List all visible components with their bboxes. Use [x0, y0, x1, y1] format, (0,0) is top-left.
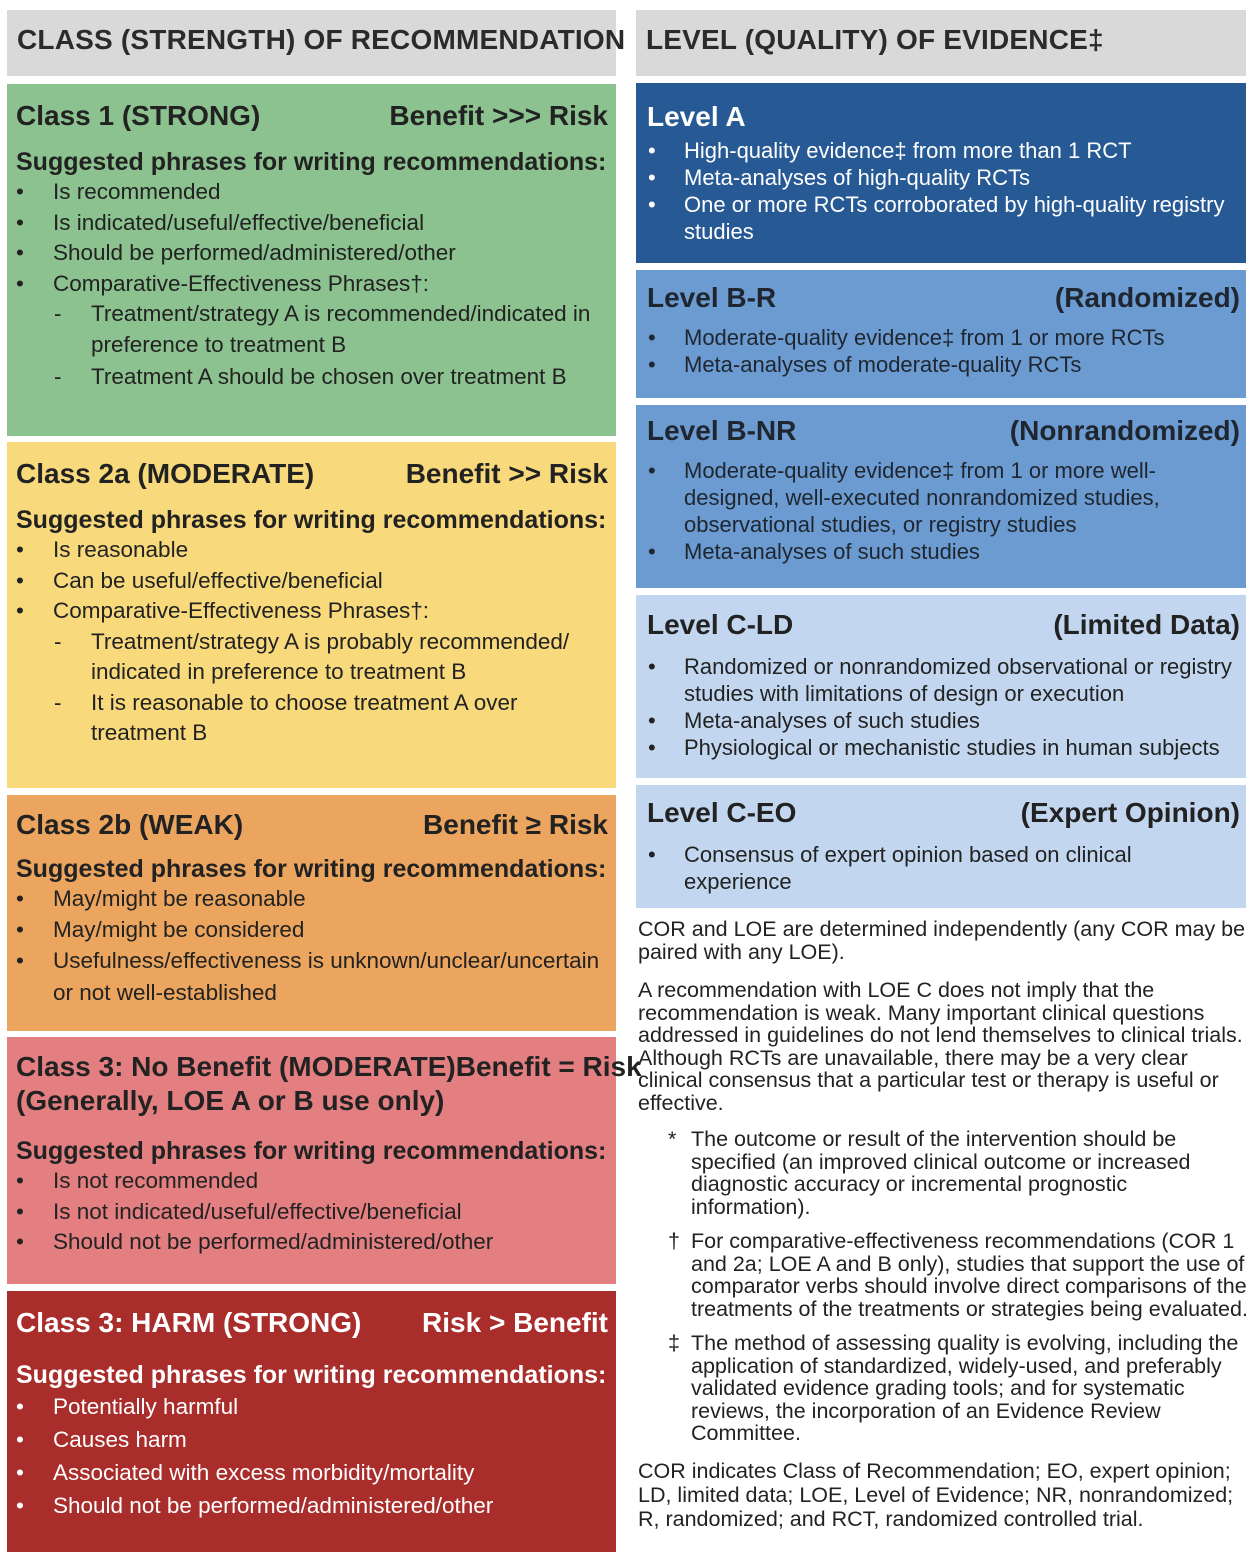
- list-item: • Meta-analyses of high-quality RCTs: [636, 164, 1246, 191]
- class-2a-title: Class 2a (MODERATE): [16, 458, 315, 489]
- class-1-list: [7, 177, 616, 393]
- list-item: - Treatment/strategy A is recommended/indicated in preference to treatment B: [7, 299, 616, 360]
- footnote-text: For comparative-effectiveness recommendations (COR 1 and 2a; LOE A and B only), studies that support the use of comparator verbs should involve direct comparisons of the treatments of the treatments or strategies being evaluated.: [691, 1229, 1248, 1321]
- level-b-nr-title: Level B-NR: [647, 415, 797, 446]
- level-b-r-list: [636, 324, 1246, 378]
- level-a-box: [636, 83, 1246, 263]
- level-b-r-title: Level B-R: [647, 282, 777, 313]
- cor-header: CLASS (STRENGTH) OF RECOMMENDATION: [7, 10, 616, 76]
- class-2a-subtitle: Suggested phrases for writing recommendations:: [16, 506, 607, 534]
- list-item: • Potentially harmful: [7, 1390, 616, 1423]
- level-of-evidence-column: [636, 10, 1246, 1552]
- class-3-no-benefit-list: [7, 1166, 616, 1258]
- notes: [638, 908, 1250, 1531]
- class-3-harm-title: Class 3: HARM (STRONG): [16, 1307, 362, 1338]
- level-c-ld-title: Level C-LD: [647, 609, 794, 640]
- level-b-r-title-row: [636, 270, 1246, 314]
- level-a-title: Level A: [647, 101, 746, 132]
- divider: [636, 588, 1246, 595]
- list-item: • Should not be performed/administered/other: [7, 1489, 616, 1522]
- list-item: • May/might be reasonable: [7, 884, 616, 915]
- class-1-subtitle: Suggested phrases for writing recommendations:: [16, 148, 607, 176]
- list-item: • Should not be performed/administered/other: [7, 1227, 616, 1258]
- footnote-symbol: ‡: [668, 1331, 680, 1355]
- class-2a-box: [7, 442, 616, 788]
- footnote: [638, 1332, 1250, 1445]
- level-c-eo-title-row: [636, 785, 1246, 829]
- level-c-eo-title: Level C-EO: [647, 797, 797, 828]
- note-paragraph: COR indicates Class of Recommendation; EO, expert opinion; LD, limited data; LOE, Level of Evidence; NR, nonrandomized; R, randomized; and RCT, randomized controlled trial.: [638, 1458, 1234, 1531]
- list-item: • Meta-analyses of such studies: [636, 538, 1246, 565]
- list-item: • Associated with excess morbidity/mortality: [7, 1456, 616, 1489]
- class-of-recommendation-column: [7, 10, 642, 1552]
- level-a-title-row: [636, 83, 1246, 133]
- level-c-eo-box: [636, 785, 1246, 908]
- level-c-eo-tag: (Expert Opinion): [1020, 797, 1240, 828]
- class-2b-title: Class 2b (WEAK): [16, 809, 244, 840]
- list-item: • Meta-analyses of moderate-quality RCTs: [636, 351, 1246, 378]
- list-item: • Randomized or nonrandomized observational or registry studies with limitations of design or execution: [636, 653, 1246, 707]
- list-item: • Should be performed/administered/other: [7, 238, 616, 269]
- list-item: • May/might be considered: [7, 915, 616, 946]
- level-c-ld-tag: (Limited Data): [1053, 609, 1240, 640]
- divider: [636, 778, 1246, 785]
- footnote-text: The outcome or result of the intervention should be specified (an improved clinical outcome or increased diagnostic accuracy or incremental prognostic information).: [691, 1127, 1191, 1219]
- level-b-nr-list: [636, 457, 1246, 565]
- level-c-ld-box: [636, 595, 1246, 778]
- class-2b-title-row: [7, 795, 616, 841]
- footnote-symbol: *: [668, 1127, 677, 1151]
- level-b-nr-tag: (Nonrandomized): [1009, 415, 1240, 446]
- list-item: • Moderate-quality evidence‡ from 1 or more RCTs: [636, 324, 1246, 351]
- list-item: - Treatment A should be chosen over treatment B: [7, 362, 616, 393]
- class-3-harm-box: [7, 1291, 616, 1552]
- class-1-title-row: [7, 84, 616, 132]
- class-1-title: Class 1 (STRONG): [16, 100, 261, 131]
- footnote: [638, 1230, 1250, 1320]
- list-item: • Consensus of expert opinion based on clinical experience: [636, 841, 1246, 895]
- list-item: • Is recommended: [7, 177, 616, 208]
- class-3-no-benefit-box: [7, 1037, 642, 1284]
- class-3-harm-subtitle: Suggested phrases for writing recommendations:: [16, 1361, 607, 1389]
- footnote-symbol: †: [668, 1229, 680, 1253]
- class-2b-subtitle: Suggested phrases for writing recommendations:: [16, 855, 607, 883]
- level-c-ld-list: [636, 653, 1246, 761]
- level-a-list: [636, 137, 1246, 245]
- list-item: • Is reasonable: [7, 535, 616, 566]
- note-paragraph: A recommendation with LOE C does not imply that the recommendation is weak. Many important clinical questions addressed in guidelines do not lend themselves to clinical trials. Although RCTs are unavailable, there may be a very clear clinical consensus that a particular test or therapy is useful or effective.: [638, 978, 1243, 1115]
- list-item: • Is indicated/useful/effective/beneficial: [7, 208, 616, 239]
- list-item: • Comparative-Effectiveness Phrases†:: [7, 596, 616, 627]
- class-3-no-benefit-title-2: (Generally, LOE A or B use only): [16, 1085, 445, 1116]
- list-item: • One or more RCTs corroborated by high-quality registry studies: [636, 191, 1246, 245]
- footnote: [638, 1128, 1250, 1218]
- class-3-no-benefit-ratio: Benefit = Risk: [455, 1051, 642, 1082]
- class-3-no-benefit-subtitle: Suggested phrases for writing recommendations:: [16, 1137, 607, 1165]
- list-item: • Is not recommended: [7, 1166, 616, 1197]
- list-item: • Physiological or mechanistic studies in human subjects: [636, 734, 1246, 761]
- class-2a-ratio: Benefit >> Risk: [405, 458, 608, 489]
- list-item: • Causes harm: [7, 1423, 616, 1456]
- list-item: • Comparative-Effectiveness Phrases†:: [7, 269, 616, 300]
- list-item: • Usefulness/effectiveness is unknown/unclear/uncertain or not well-established: [7, 945, 616, 1009]
- footnote-text: The method of assessing quality is evolving, including the application of standardized, widely-used, and preferably validated evidence grading tools; and for systematic reviews, the incorporation of an Evidence Review Committee.: [691, 1331, 1239, 1445]
- list-item: • Is not indicated/useful/effective/beneficial: [7, 1197, 616, 1228]
- list-item: • High-quality evidence‡ from more than 1 RCT: [636, 137, 1246, 164]
- divider: [636, 263, 1246, 270]
- class-3-no-benefit-title: Class 3: No Benefit (MODERATE): [16, 1051, 456, 1082]
- level-b-r-box: [636, 270, 1246, 398]
- note-paragraph: COR and LOE are determined independently (any COR may be paired with any LOE).: [638, 917, 1246, 964]
- list-item: • Can be useful/effective/beneficial: [7, 566, 616, 597]
- level-c-ld-title-row: [636, 595, 1246, 641]
- list-item: - Treatment/strategy A is probably recommended/ indicated in preference to treatment B: [7, 627, 616, 688]
- level-c-eo-list: [636, 841, 1246, 895]
- divider: [636, 398, 1246, 405]
- class-2a-list: [7, 535, 616, 749]
- class-3-no-benefit-title-row: [7, 1037, 642, 1083]
- level-b-r-tag: (Randomized): [1054, 282, 1240, 313]
- list-item: • Meta-analyses of such studies: [636, 707, 1246, 734]
- class-3-harm-list: [7, 1390, 616, 1522]
- list-item: - It is reasonable to choose treatment A over treatment B: [7, 688, 616, 749]
- level-b-nr-box: [636, 405, 1246, 588]
- class-3-harm-title-row: [7, 1291, 616, 1339]
- loe-header: LEVEL (QUALITY) OF EVIDENCE‡: [636, 10, 1246, 76]
- class-2b-list: [7, 884, 616, 1009]
- class-1-box: [7, 84, 616, 436]
- class-3-harm-ratio: Risk > Benefit: [422, 1307, 608, 1338]
- level-b-nr-title-row: [636, 405, 1246, 447]
- list-item: • Moderate-quality evidence‡ from 1 or more well-designed, well-executed nonrandomized studies, observational studies, or registry studies: [636, 457, 1246, 538]
- class-2a-title-row: [7, 442, 616, 490]
- class-2b-box: [7, 795, 616, 1031]
- class-1-ratio: Benefit >>> Risk: [389, 100, 608, 131]
- class-2b-ratio: Benefit ≥ Risk: [423, 809, 608, 840]
